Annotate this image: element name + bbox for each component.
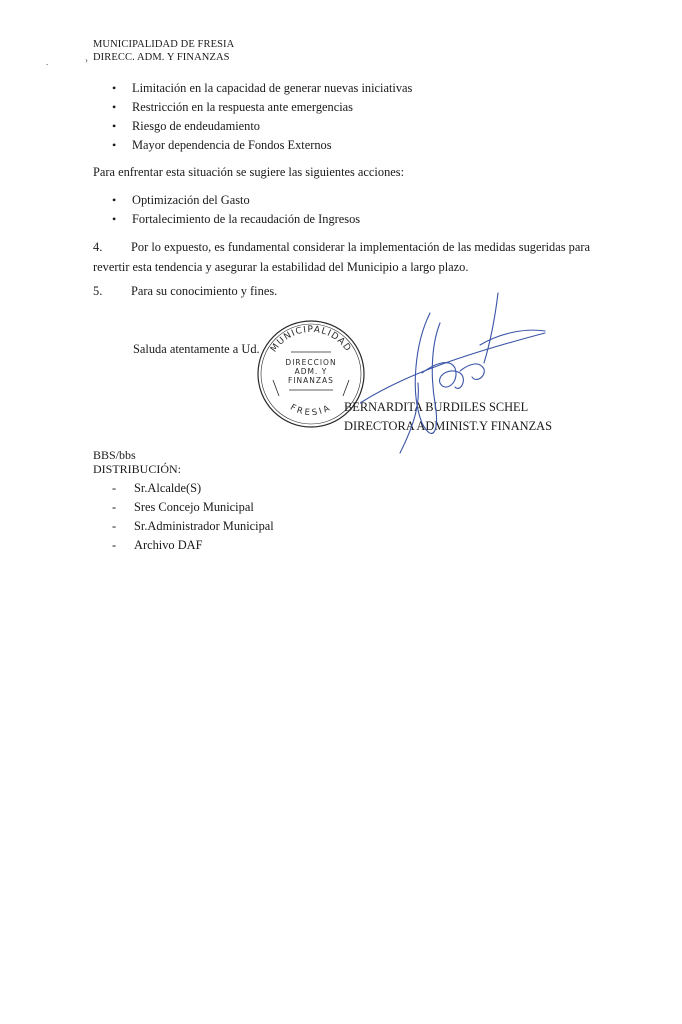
paragraph-text: Para su conocimiento y fines.	[131, 284, 278, 298]
closing-salutation: Saluda atentamente a Ud.	[133, 342, 260, 356]
scan-mark: .	[46, 57, 49, 67]
list-item: • Mayor dependencia de Fondos Externos	[112, 136, 412, 155]
svg-text:FRESIA	[288, 403, 333, 419]
letterhead-municipality: MUNICIPALIDAD DE FRESIA	[93, 39, 235, 50]
paragraph-5	[93, 284, 277, 299]
list-item: - Sr.Alcalde(S)	[112, 479, 274, 498]
stamp-line-1: DIRECCION	[285, 358, 337, 367]
paragraph-number: 4.	[93, 240, 103, 254]
list-item: - Archivo DAF	[112, 536, 274, 555]
list-item: • Riesgo de endeudamiento	[112, 117, 412, 136]
list-item: • Limitación en la capacidad de generar nuevas iniciativas	[112, 79, 412, 98]
stamp-line-2: ADM. Y	[294, 367, 328, 376]
distribution-header	[93, 448, 181, 476]
paragraph-4	[93, 237, 590, 277]
stamp-top-arc: MUNICIPALIDAD	[269, 324, 353, 355]
signer-name: BERNARDITA BURDILES SCHEL	[344, 400, 529, 414]
distribution-list	[112, 479, 274, 555]
reference-initials: BBS/bbs	[93, 448, 136, 462]
list-item: • Optimización del Gasto	[112, 191, 360, 210]
actions-list	[112, 191, 360, 229]
list-item: • Fortalecimiento de la recaudación de Ingresos	[112, 210, 360, 229]
consequences-list	[112, 79, 412, 155]
distribution-label: DISTRIBUCIÓN:	[93, 462, 182, 476]
stamp-bottom-arc: FRESIA	[288, 402, 334, 419]
paragraph-number: 5.	[93, 284, 103, 298]
handwritten-signature	[360, 283, 560, 463]
scan-mark: ›	[85, 55, 88, 65]
letterhead	[93, 38, 234, 64]
paragraph-text: Por lo expuesto, es fundamental considerar la implementación de las medidas sugeridas para revertir esta tendencia y asegurar la estabilidad del Municipio a largo plazo.	[93, 240, 590, 274]
list-item: - Sres Concejo Municipal	[112, 498, 274, 517]
list-item: - Sr.Administrador Municipal	[112, 517, 274, 536]
letterhead-department: DIRECC. ADM. Y FINANZAS	[93, 52, 230, 63]
signer-title: DIRECTORA ADMINIST.Y FINANZAS	[344, 419, 553, 433]
list-item: • Restricción en la respuesta ante emergencias	[112, 98, 412, 117]
stamp-line-3: FINANZAS	[288, 376, 334, 385]
actions-intro: Para enfrentar esta situación se sugiere las siguientes acciones:	[93, 165, 405, 179]
